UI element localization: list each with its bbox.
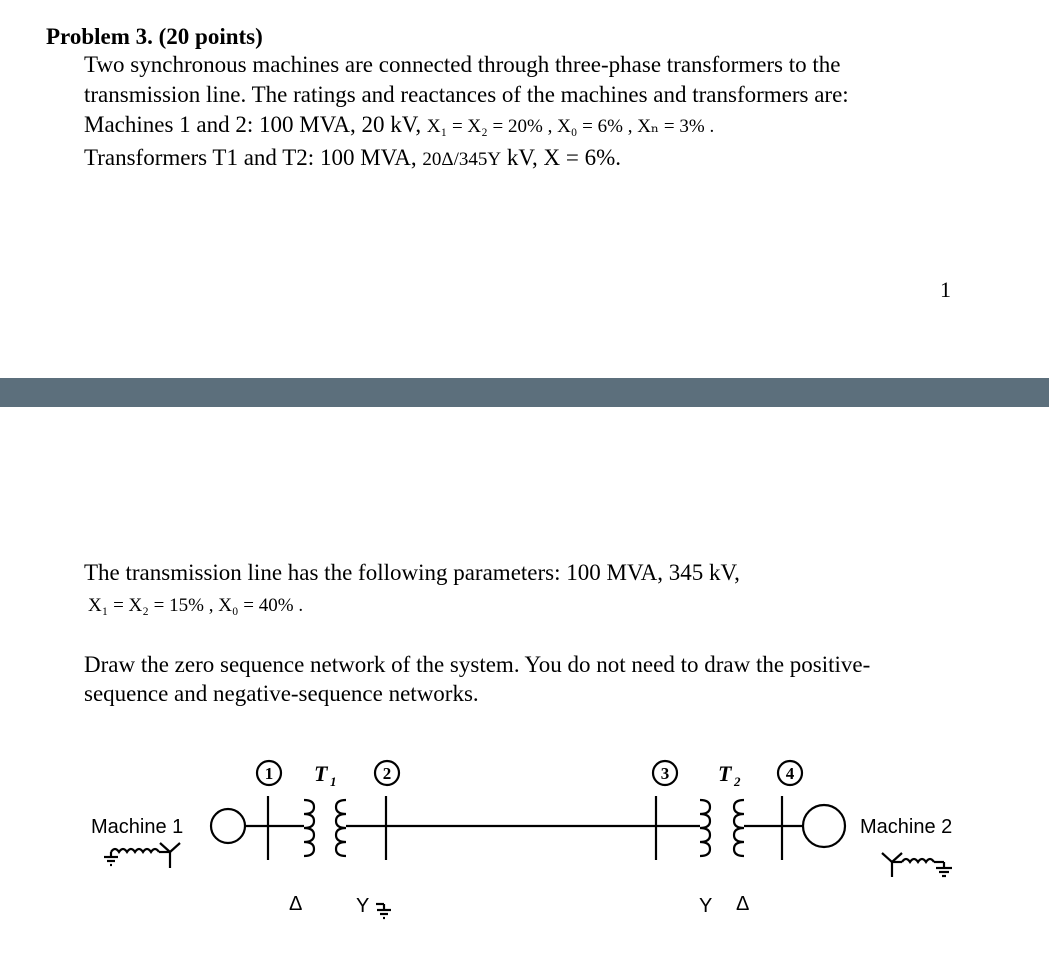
machine-2-neutral-grounding xyxy=(882,853,952,877)
instruction-line-2: sequence and negative-sequence networks. xyxy=(84,681,479,706)
problem-title: Problem 3. (20 points) xyxy=(46,24,263,49)
t2-wye-label: Y xyxy=(699,895,713,917)
machine-1-label: Machine 1 xyxy=(91,816,184,838)
t1-subscript: 1 xyxy=(330,774,337,789)
t2-delta-label: Δ xyxy=(736,893,750,915)
machine-2-symbol xyxy=(803,805,845,847)
t2-secondary-winding xyxy=(734,800,744,856)
bus-1-number: 1 xyxy=(264,764,274,783)
bus-4-number: 4 xyxy=(785,764,795,783)
problem-line-2: transmission line. The ratings and reactances of the machines and transformers are: xyxy=(84,82,849,107)
transformer-voltage-ratio: 20Δ/345Y xyxy=(422,149,502,170)
t1-delta-label: Δ xyxy=(289,893,303,915)
t2-label: T xyxy=(718,761,732,786)
bus-2-number: 2 xyxy=(382,764,392,783)
t2-primary-winding xyxy=(700,800,710,856)
t1-wye-grounding xyxy=(376,904,391,918)
transformer-ratings-text: Transformers T1 and T2: 100 MVA, xyxy=(84,145,417,170)
machine-1-symbol xyxy=(211,809,245,843)
t2-subscript: 2 xyxy=(734,774,741,789)
machine-reactances: X₁ = X₂ = 20% , X₀ = 6% , Xₙ = 3% . xyxy=(426,116,715,137)
machine-1-neutral-grounding xyxy=(104,843,180,868)
t1-primary-winding xyxy=(304,800,314,856)
instruction-line-1: Draw the zero sequence network of the system. You do not need to draw the positive- xyxy=(84,652,871,677)
machine-ratings-text: Machines 1 and 2: 100 MVA, 20 kV, xyxy=(84,112,422,137)
t1-secondary-winding xyxy=(336,800,346,856)
t1-wye-label: Y xyxy=(356,895,370,917)
machine-2-label: Machine 2 xyxy=(860,816,953,838)
problem-line-1: Two synchronous machines are connected through three-phase transformers to the xyxy=(84,52,841,77)
transformer-reactance: kV, X = 6%. xyxy=(506,145,622,170)
t1-label: T xyxy=(314,761,328,786)
page-number: 1 xyxy=(940,277,951,302)
bus-3-number: 3 xyxy=(660,764,670,783)
line-params-line-1: The transmission line has the following parameters: 100 MVA, 345 kV, xyxy=(84,560,740,585)
line-params-reactances: X₁ = X₂ = 15% , X₀ = 40% . xyxy=(88,595,304,616)
